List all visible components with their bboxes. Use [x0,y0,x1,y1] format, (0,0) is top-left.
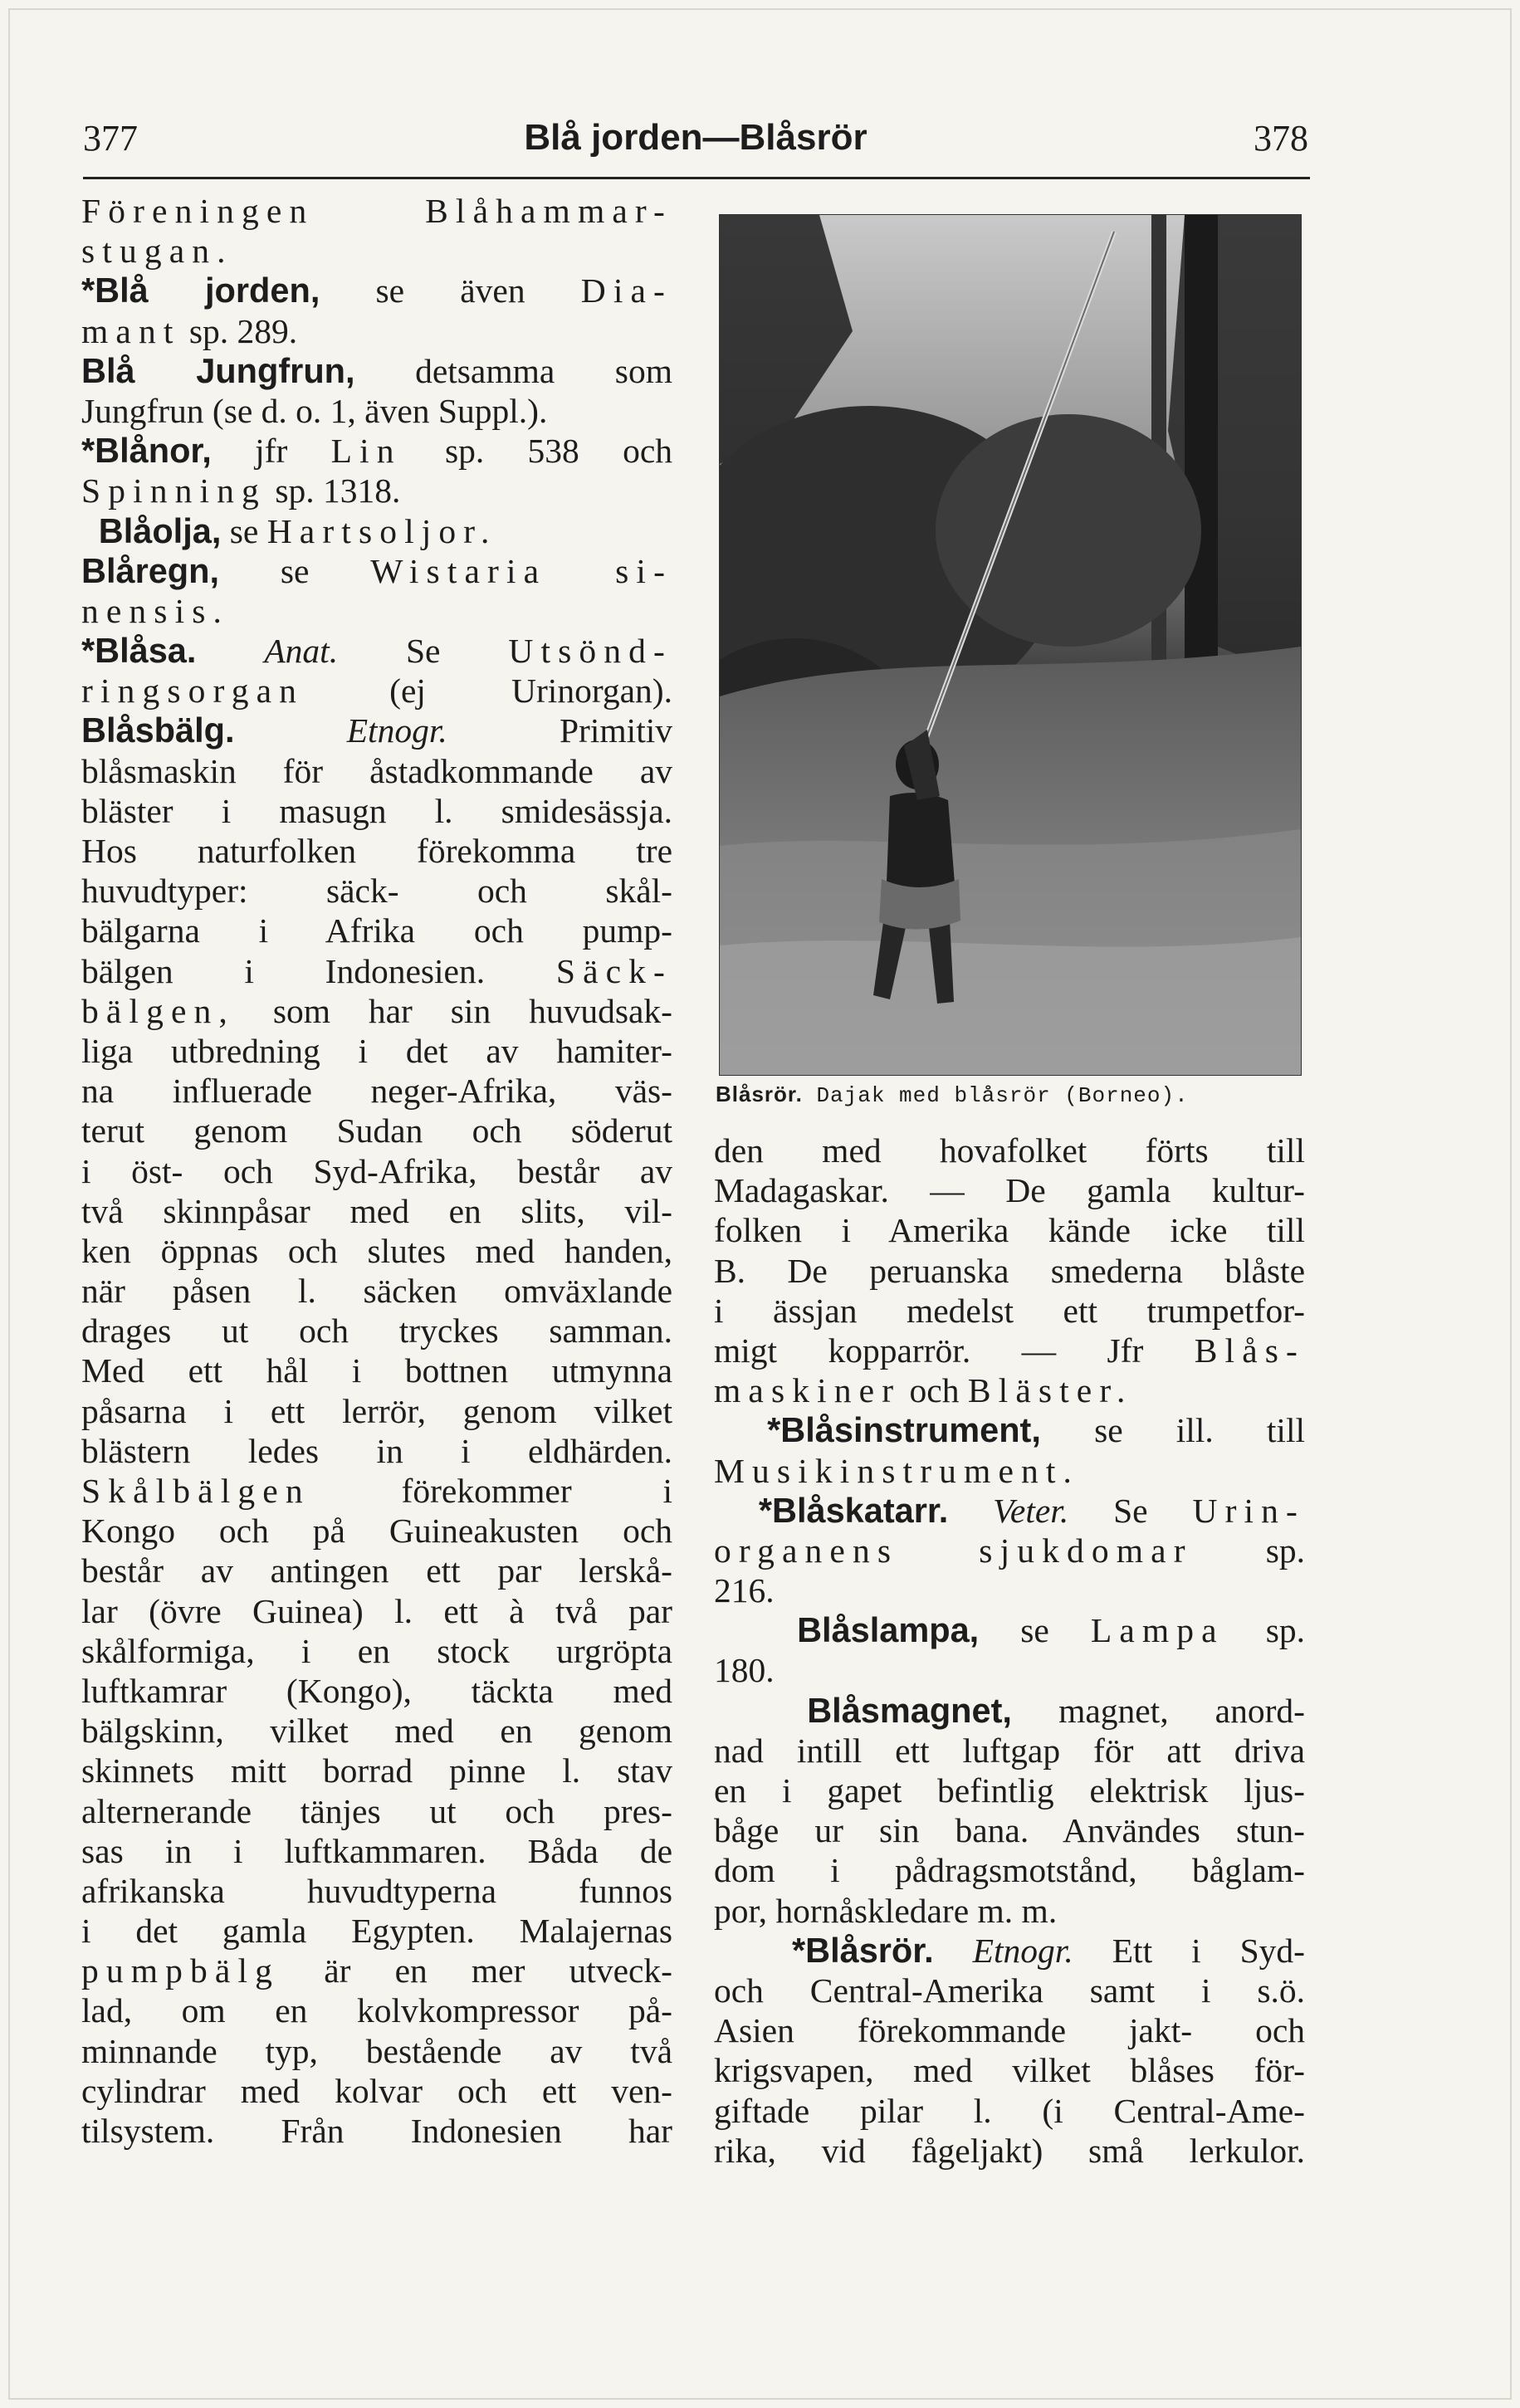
text-line: Kongo och på Guineakusten och [81,1512,672,1551]
text-line: skinnets mitt borrad pinne l. stav [81,1751,672,1790]
page-number-left: 377 [83,118,138,159]
entry-blaskatarr: *Blåskatarr. Veter. Se Urin- [758,1490,1306,1530]
entry-blasmagnet: Blåsmagnet, magnet, anord- [807,1690,1305,1730]
text-line: na influerade neger-Afrika, väs- [81,1072,672,1111]
text-line: nensis. [81,591,230,630]
headword: Blåolja, [98,510,222,550]
text-line: består av antingen ett par lerskå- [81,1551,672,1590]
text-line: Skålbälgen förekommer i [81,1472,672,1510]
text-line: alternerande tänjes ut och pres- [81,1791,672,1830]
text-line: B. De peruanska smederna blåste [714,1251,1305,1290]
headword: Blåsmagnet, [807,1690,1012,1730]
caption-head: Blåsrör. [716,1082,803,1106]
text-line: bläster i masugn l. smidesässja. [81,791,672,830]
text-line: i det gamla Egypten. Malajernas [81,1912,672,1951]
text-line: 180. [714,1651,775,1690]
headword: Blåregn, [81,550,220,590]
text-line: skålformiga, i en stock urgröpta [81,1631,672,1670]
left-column [81,191,672,2151]
text-line: dom i pådragsmotstånd, båglam- [714,1851,1305,1890]
text-line: nad intill ett luftgap för att driva [714,1731,1305,1770]
text-line: Jungfrun (se d. o. 1, även Suppl.). [81,391,548,430]
headword: *Blåsa. [81,631,197,671]
text-line: afrikanska huvudtyperna funnos [81,1871,672,1910]
entry-blasinstrument: *Blåsinstrument, se ill. till [767,1410,1305,1450]
headword: *Blå jorden, [81,271,320,310]
text-line: migt kopparrör. — Jfr Blås- [714,1331,1305,1370]
header-rule [83,177,1310,179]
text-line: blästern ledes in i eldhärden. [81,1431,672,1470]
text-line: en i gapet befintlig elektrisk ljus- [714,1771,1305,1810]
text-line: Asien förekommande jakt- och [714,2011,1305,2050]
text-line: bälgskinn, vilket med en genom [81,1712,672,1751]
text-line: lar (övre Guinea) l. ett à två par [81,1591,672,1630]
headword: *Blåsrör. [791,1930,934,1970]
headword: Blåsbälg. [81,711,235,750]
text-line: och Central-Amerika samt i s.ö. [714,1971,1305,2010]
photo-illustration [720,215,1301,1075]
entry-blaslampa: Blåslampa, se Lampa sp. [797,1610,1306,1650]
text-line: cylindrar med kolvar och ett ven- [81,2071,672,2110]
text-line: ken öppnas och slutes med handen, [81,1231,672,1270]
text-line: giftade pilar l. (i Central-Ame- [714,2091,1305,2130]
text-line: luftkamrar (Kongo), täckta med [81,1671,672,1710]
caption-text: Dajak med blåsrör (Borneo). [816,1083,1189,1108]
text-line: terut genom Sudan och söderut [81,1111,672,1150]
text-line: Med ett hål i bottnen utmynna [81,1351,672,1390]
figure-caption [716,1082,1313,1108]
text-line: Hos naturfolken förekomma tre [81,832,672,870]
text-line: Madagaskar. — De gamla kultur- [714,1171,1305,1210]
page-header [83,112,1308,170]
headword: *Blånor, [81,431,212,471]
text-line: huvudtyper: säck- och skål- [81,872,672,911]
text-line: i ässjan medelst ett trumpetfor- [714,1291,1305,1330]
text-line: stugan. [81,232,233,271]
text-line: sas in i luftkammaren. Båda de [81,1831,672,1870]
entry-blanor: *Blånor, jfr Lin sp. 538 och [81,431,673,471]
text-line: bälgen, som har sin huvudsak- [81,991,672,1030]
entry-bla-jorden: *Blå jorden, se även Dia- [81,271,673,310]
headword: Blå Jungfrun, [81,350,355,390]
text-line: bälgen i Indonesien. Säck- [81,951,672,990]
entry-blaolja: Blåolja, se Hartsoljor. [98,510,497,550]
text-line: ringsorgan (ej Urinorgan). [81,672,673,711]
text-line: organens sjukdomar sp. [714,1531,1305,1570]
text-line: Föreningen Blåhammar- [81,192,672,230]
right-column [714,1131,1305,2171]
blowpipe-photo [719,214,1302,1076]
text-line: blåsmaskin för åstadkommande av [81,751,672,790]
text-line: drages ut och tryckes samman. [81,1311,672,1351]
text-line: 216. [714,1571,775,1610]
headword: *Blåskatarr. [758,1490,949,1530]
text-line: Musikinstrument. [714,1451,1080,1490]
text-line: liga utbredning i det av hamiter- [81,1031,672,1070]
text-line: folken i Amerika kände icke till [714,1211,1305,1250]
headword: Blåslampa, [797,1610,980,1650]
text-line: maskiner och Bläster. [714,1371,1133,1410]
running-title: Blå jorden—Blåsrör [524,117,868,158]
text-line: påsarna i ett lerrör, genom vilket [81,1391,672,1430]
entry-blasbalg: Blåsbälg. Etnogr. Primitiv [81,711,673,750]
headword: *Blåsinstrument, [767,1410,1041,1450]
text-line: i öst- och Syd-Afrika, består av [81,1151,672,1190]
text-line: båge ur sin bana. Användes stun- [714,1811,1305,1850]
text-line: por, hornåskledare m. m. [714,1891,1058,1930]
text-line: mant sp. 289. [81,311,298,350]
text-line: minnande typ, bestående av två [81,2031,672,2070]
entry-bla-jungfrun: Blå Jungfrun, detsamma som [81,350,672,390]
text-line: rika, vid fågeljakt) små lerkulor. [714,2131,1305,2170]
text-line: pumpbälg är en mer utveck- [81,1951,673,1990]
page-number-right: 378 [1254,118,1308,159]
entry-blaregn: Blåregn, se Wistaria si- [81,550,673,590]
text-line: tilsystem. Från Indonesien har [81,2112,672,2150]
text-line: när påsen l. säcken omväxlande [81,1272,672,1311]
entry-blasa: *Blåsa. Anat. Se Utsönd- [81,631,672,671]
text-line: Spinning sp. 1318. [81,471,401,510]
text-line: två skinnpåsar med en slits, vil- [81,1191,672,1230]
text-line: den med hovafolket förts till [714,1131,1305,1170]
entry-blasror: *Blåsrör. Etnogr. Ett i Syd- [791,1930,1306,1970]
text-line: krigsvapen, med vilket blåses för- [714,2051,1305,2090]
text-line: bälgarna i Afrika och pump- [81,911,672,950]
text-line: lad, om en kolvkompressor på- [81,1991,672,2030]
